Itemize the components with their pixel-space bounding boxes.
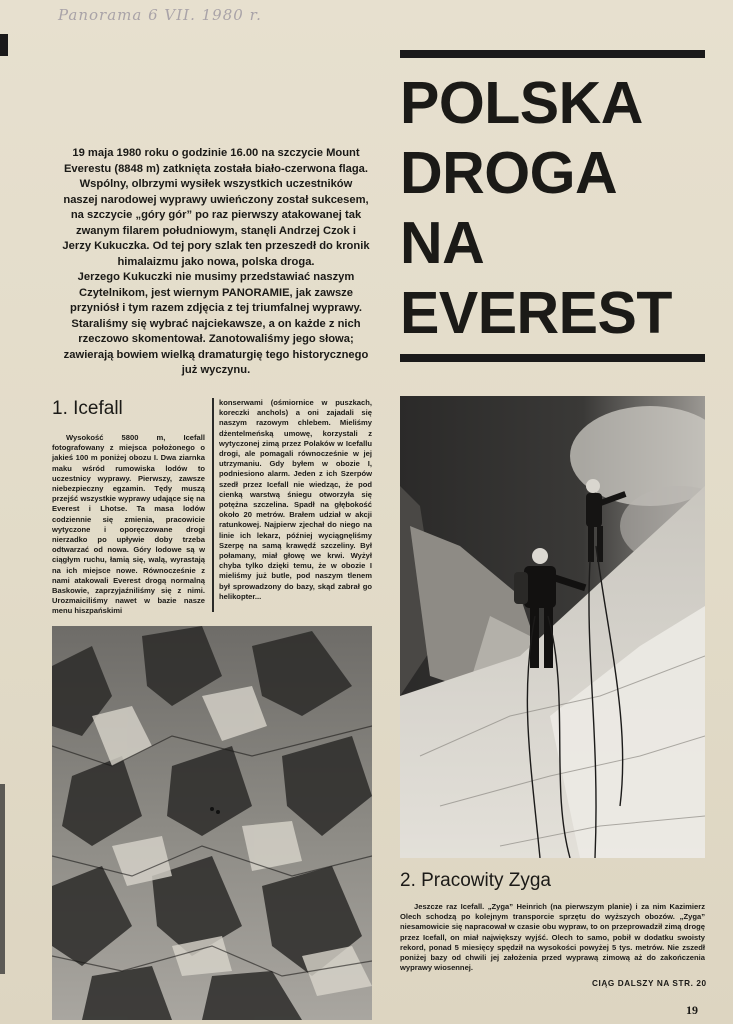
continued-notice: CIĄG DALSZY NA STR. 20 [592,979,707,988]
intro-paragraph: 19 maja 1980 roku o godzinie 16.00 na szczycie Mount Everestu (8848 m) zatknięta została biało-czerwona flaga. Wspólny, olbrzymi wysiłek wszystkich uczestników naszej narodowej wyprawy uwieńczony został sukcesem, na szczycie „góry gór” po raz pierwszy atakowanej tak zwanym filarem południowym, stanęli Andrzej Czok i Jerzy Kukuczka. Od tej pory szlak ten przeszedł do kronik himalaizmu jako nowa, polska droga. [62,147,370,268]
section2-text [400,902,705,973]
article-title [400,68,705,348]
edge-mark [0,34,8,56]
title-line-3: NA [400,210,485,276]
photo-icefall [52,626,372,1020]
title-rule-top [400,50,705,58]
text-column-right [219,398,372,602]
title-rule-bottom [400,354,705,362]
section2-paragraph: Jeszcze raz Icefall. „Zyga” Heinrich (na pierwszym planie) i za nim Kazimierz Olech schodzą po kolejnym transporcie sprzętu do wyższych obozów. „Zyga” niesamowicie się napracował w czasie obu wypraw, to on przeprowadził zimą drogę przez Icefall, on miał największy wyjść. Olech to samo, pobił w dodatku swoisty rekord, ponad 5 miesięcy spędził na wysokości powyżej 5 tys. metrów. Nie zszedł poniżej bazy od chwili jej założenia przed wyprawą zimową aż do zakończenia wyprawy wiosennej. [400,902,705,973]
title-line-4: EVEREST [400,280,672,346]
title-line-1: POLSKA [400,70,643,136]
photo-climbers [400,396,705,858]
climber-dot [216,810,220,814]
edge-shadow [0,784,5,974]
climber-dot [210,807,214,811]
text-column-left [52,433,205,617]
section-heading-icefall: 1. Icefall [52,398,123,419]
title-block [400,50,705,362]
column-paragraph: konserwami (ośmiornice w puszkach, koreczki anchols) a oni zajadali się naszym razowym chlebem. Mieliśmy dżentelmeńską umowę, korzystali z wytyczonej zimą przez Polaków w Icefallu drogi, ale pomagali równocześnie w jej utrzymaniu. Gdy byłem w obozie I, podniesiono alarm. Jeden z ich Szerpów szedł przez Icefall nie wiedząc, że pod cienką warstwą śniegu otworzyła się potężna szczelina. Spadł na głębokość około 20 metrów. Brałem udział w akcji ratunkowej. Najpierw zjechał do niego na linie ich lekarz, później wyciągnęliśmy Szerpę na samą krawędź szczeliny. Był połamany, miał głowę we krwi. Wyżył chyba tylko dzięki temu, że w obozie I mieliśmy już butle, pod naszym tlenem był sprowadzony do bazy, skąd zabrał go helikopter... [219,398,372,601]
handwritten-note: Panorama 6 VII. 1980 r. [58,6,262,24]
intro-paragraph: Jerzego Kukuczki nie musimy przedstawiać naszym Czytelnikom, jest wiernym PANORAMIE, jak zawsze przyniósł i tym razem zdjęcia z tej triumfalnej wyprawy. Staraliśmy się wybrać najciekawsze, a on każde z nich rzeczowo skomentował. Zanotowaliśmy jego słowa; zawierają bowiem wielką dramaturgię tego historycznego już wyczynu. [63,271,369,376]
section-heading-zyga: 2. Pracowity Zyga [400,870,551,891]
title-line-2: DROGA [400,140,618,206]
column-divider [212,398,214,612]
column-paragraph: Wysokość 5800 m, Icefall fotografowany z miejsca położonego o jakieś 100 m poniżej obozu I. Dwa ziarnka maku wśród rumowiska lodów to uczestnicy wyprawy. Pierwszy, zawsze niebezpieczny egzamin. Tędy muszą przejść wszystkie wyprawy udające się na Everest i Lhotse. Ta masa lodów codziennie się zmienia, pracowicie wytyczone i oporęczowane drogi nierzadko po upływie doby trzeba odtwarzać od nowa. Góry lodowe są w ciągłym ruchu, łamią się, walą, wyrastają na ich miejsce nowe. Równocześnie z nami atakowali Everest drogą normalną Baskowie, zaprzyjaźniliśmy się z nimi. Urozmaiciliśmy nawet w bazie nasze menu hiszpańskimi [52,433,205,616]
page-number: 19 [686,1003,698,1017]
intro-text [62,146,370,379]
